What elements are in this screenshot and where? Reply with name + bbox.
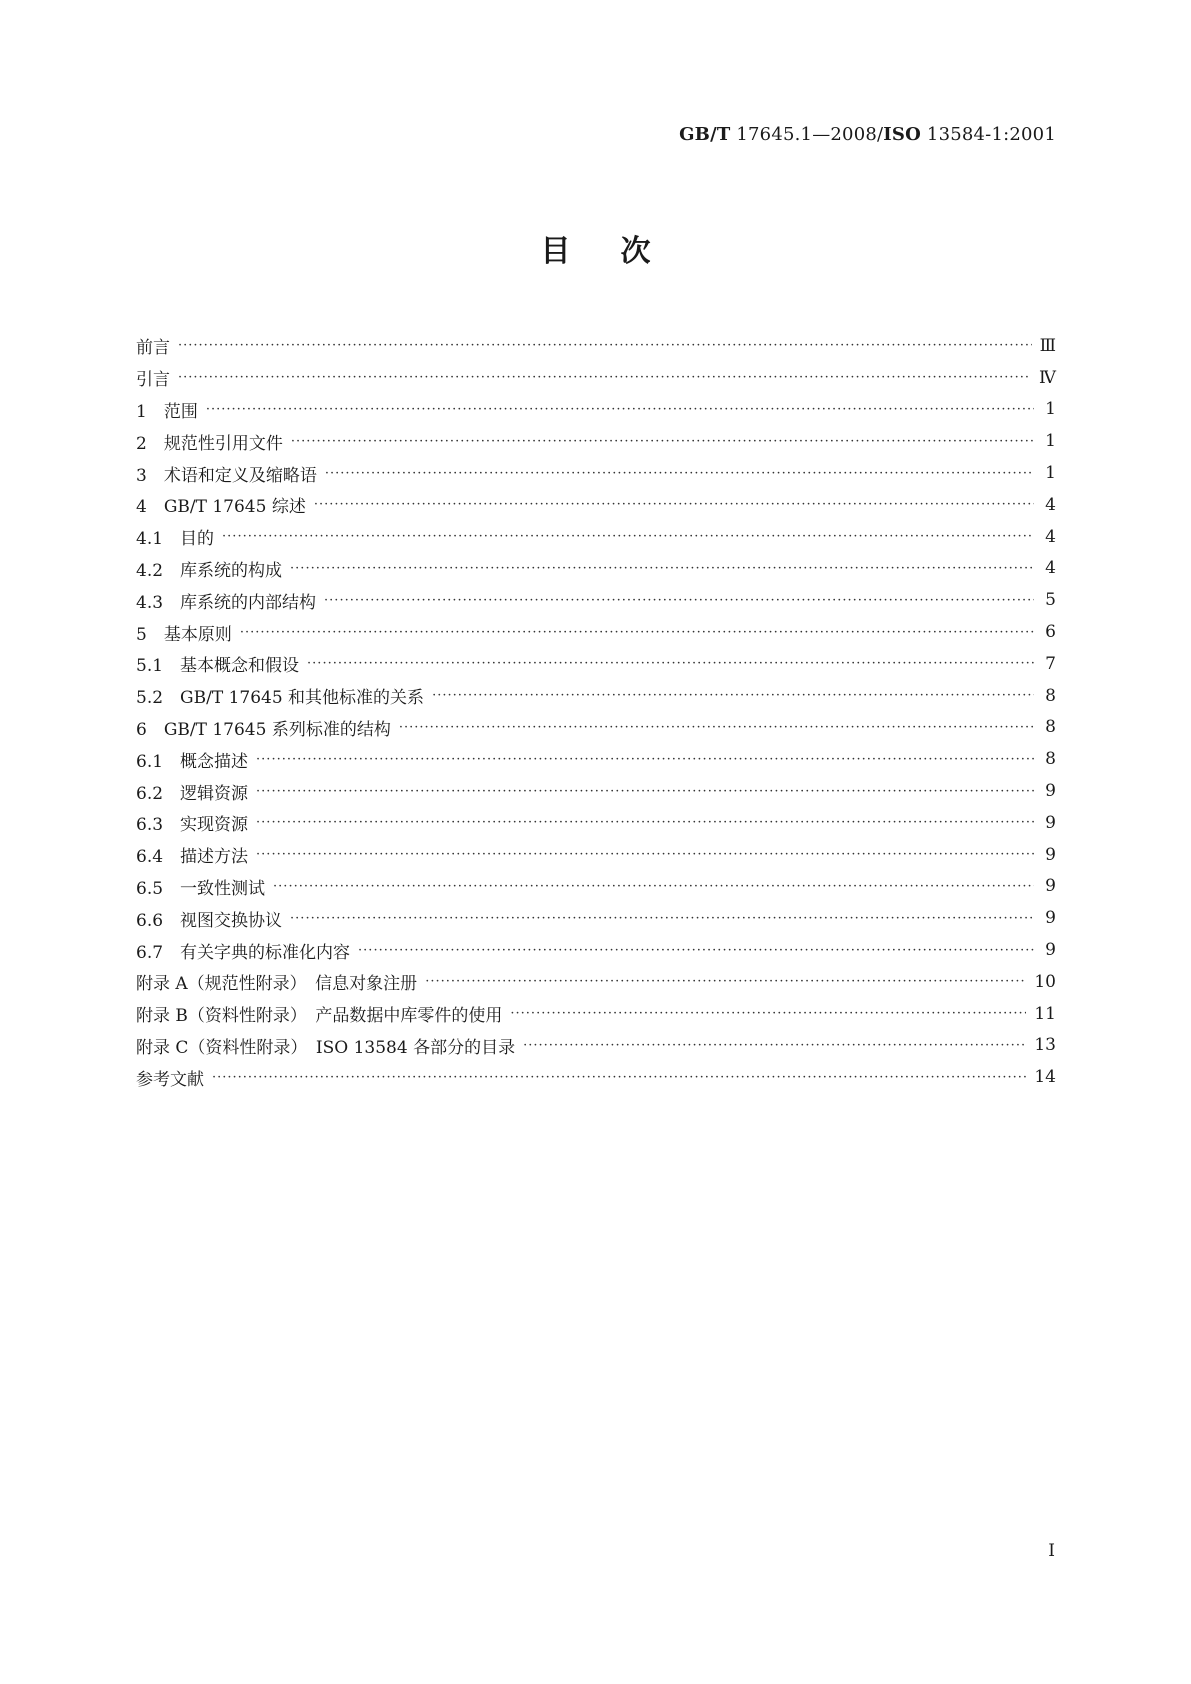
toc-entry-label: 引言	[136, 370, 170, 391]
toc-leader-dots	[240, 626, 1034, 639]
toc-leader-dots	[325, 467, 1034, 480]
toc-entry-label: 前言	[136, 338, 170, 359]
toc-leader-dots	[307, 657, 1034, 670]
toc-entry[interactable]	[136, 902, 1056, 934]
toc-leader-dots	[290, 912, 1034, 925]
toc-entry-label: 6.6 视图交换协议	[136, 910, 283, 931]
toc-leader-dots	[399, 721, 1034, 734]
toc-entry[interactable]	[136, 807, 1056, 839]
toc-entry[interactable]	[136, 394, 1056, 426]
page-number: Ⅰ	[1048, 1541, 1055, 1561]
document-header	[679, 124, 1056, 145]
toc-entry[interactable]	[136, 871, 1056, 903]
toc-entry[interactable]	[136, 1030, 1056, 1062]
toc-entry[interactable]	[136, 648, 1056, 680]
header-gbt: GB/T	[679, 124, 731, 145]
toc-leader-dots	[178, 371, 1031, 384]
toc-entry-page: 11	[1034, 1003, 1056, 1024]
toc-entry-label: 4.3 库系统的内部结构	[136, 592, 317, 613]
toc-leader-dots	[523, 1039, 1026, 1052]
toc-leader-dots	[256, 785, 1034, 798]
toc-entry-label: 6.4 描述方法	[136, 847, 249, 868]
toc-entry-page: 4	[1045, 494, 1056, 515]
toc-leader-dots	[256, 816, 1034, 829]
toc-entry-label: 6 GB/T 17645 系列标准的结构	[136, 719, 391, 740]
toc-entry[interactable]	[136, 775, 1056, 807]
toc-entry-page: 1	[1045, 463, 1056, 484]
toc-entry-label: 2 规范性引用文件	[136, 433, 283, 454]
toc-entry-label: 4.2 库系统的构成	[136, 560, 283, 581]
toc-entry-page: 9	[1045, 812, 1056, 833]
toc-entry[interactable]	[136, 489, 1056, 521]
toc-leader-dots	[432, 689, 1034, 702]
toc-entry[interactable]	[136, 1061, 1056, 1093]
toc-entry-page: 5	[1045, 590, 1056, 611]
header-iso-number: 13584-1:2001	[921, 124, 1056, 145]
toc-leader-dots	[314, 498, 1034, 511]
toc-entry[interactable]	[136, 616, 1056, 648]
toc-leader-dots	[256, 848, 1034, 861]
toc-entry-label: 5 基本原则	[136, 624, 232, 645]
toc-entry-page: 10	[1034, 971, 1056, 992]
toc-entry-page: 9	[1045, 844, 1056, 865]
toc-entry-page: 9	[1045, 908, 1056, 929]
toc-entry-label: 6.2 逻辑资源	[136, 783, 249, 804]
toc-leader-dots	[256, 753, 1034, 766]
toc-entry-page: 9	[1045, 940, 1056, 961]
toc-entry-label: 6.5 一致性测试	[136, 878, 266, 899]
toc-entry-label: 4.1 目的	[136, 529, 215, 550]
toc-entry-label: 5.2 GB/T 17645 和其他标准的关系	[136, 688, 425, 709]
toc-entry-label: 6.7 有关字典的标准化内容	[136, 942, 351, 963]
toc-entry[interactable]	[136, 362, 1056, 394]
toc-leader-dots	[178, 339, 1032, 352]
header-standard-number: 17645.1—2008/	[730, 124, 884, 145]
toc-entry-page: 8	[1045, 749, 1056, 770]
toc-entry-label: 附录 C（资料性附录） ISO 13584 各部分的目录	[136, 1037, 516, 1058]
toc-entry-page: 1	[1045, 399, 1056, 420]
toc-entry-label: 1 范围	[136, 401, 198, 422]
toc-entry[interactable]	[136, 584, 1056, 616]
toc-entry-label: 附录 A（规范性附录） 信息对象注册	[136, 974, 418, 995]
toc-entry-page: 14	[1034, 1067, 1056, 1088]
toc-leader-dots	[212, 1071, 1026, 1084]
toc-leader-dots	[425, 975, 1026, 988]
toc-entry-page: 4	[1045, 526, 1056, 547]
toc-entry-page: 4	[1045, 558, 1056, 579]
toc-entry[interactable]	[136, 966, 1056, 998]
toc-leader-dots	[273, 880, 1034, 893]
toc-entry-label: 4 GB/T 17645 综述	[136, 497, 306, 518]
toc-entry[interactable]	[136, 934, 1056, 966]
toc-entry-page: 6	[1045, 622, 1056, 643]
toc-entry[interactable]	[136, 712, 1056, 744]
toc-leader-dots	[222, 530, 1034, 543]
toc-entry[interactable]	[136, 998, 1056, 1030]
toc-entry[interactable]	[136, 330, 1056, 362]
toc-entry-page: 7	[1045, 653, 1056, 674]
toc-entry[interactable]	[136, 743, 1056, 775]
toc-entry-label: 5.1 基本概念和假设	[136, 656, 300, 677]
toc-entry[interactable]	[136, 839, 1056, 871]
toc-leader-dots	[358, 944, 1034, 957]
toc-leader-dots	[291, 435, 1034, 448]
toc-entry-page: 1	[1045, 431, 1056, 452]
toc-entry-label: 6.3 实现资源	[136, 815, 249, 836]
header-iso: ISO	[883, 124, 921, 145]
toc-entry[interactable]	[136, 425, 1056, 457]
toc-entry-page: Ⅳ	[1039, 367, 1056, 388]
toc-entry[interactable]	[136, 457, 1056, 489]
toc-entry-page: 9	[1045, 781, 1056, 802]
toc-entry-label: 附录 B（资料性附录） 产品数据中库零件的使用	[136, 1006, 503, 1027]
toc-entry-label: 3 术语和定义及缩略语	[136, 465, 317, 486]
table-of-contents	[136, 330, 1056, 1093]
toc-leader-dots	[290, 562, 1034, 575]
toc-leader-dots	[510, 1007, 1026, 1020]
toc-leader-dots	[324, 594, 1034, 607]
toc-entry-page: 8	[1045, 685, 1056, 706]
page-title: 目次	[540, 234, 701, 269]
toc-entry[interactable]	[136, 680, 1056, 712]
toc-entry-page: 9	[1045, 876, 1056, 897]
toc-entry-page: 8	[1045, 717, 1056, 738]
toc-entry-label: 6.1 概念描述	[136, 751, 249, 772]
toc-entry[interactable]	[136, 521, 1056, 553]
toc-entry-page: Ⅲ	[1039, 335, 1056, 356]
toc-entry-page: 13	[1034, 1035, 1056, 1056]
toc-entry[interactable]	[136, 553, 1056, 585]
toc-entry-label: 参考文献	[136, 1069, 204, 1090]
toc-leader-dots	[206, 403, 1034, 416]
